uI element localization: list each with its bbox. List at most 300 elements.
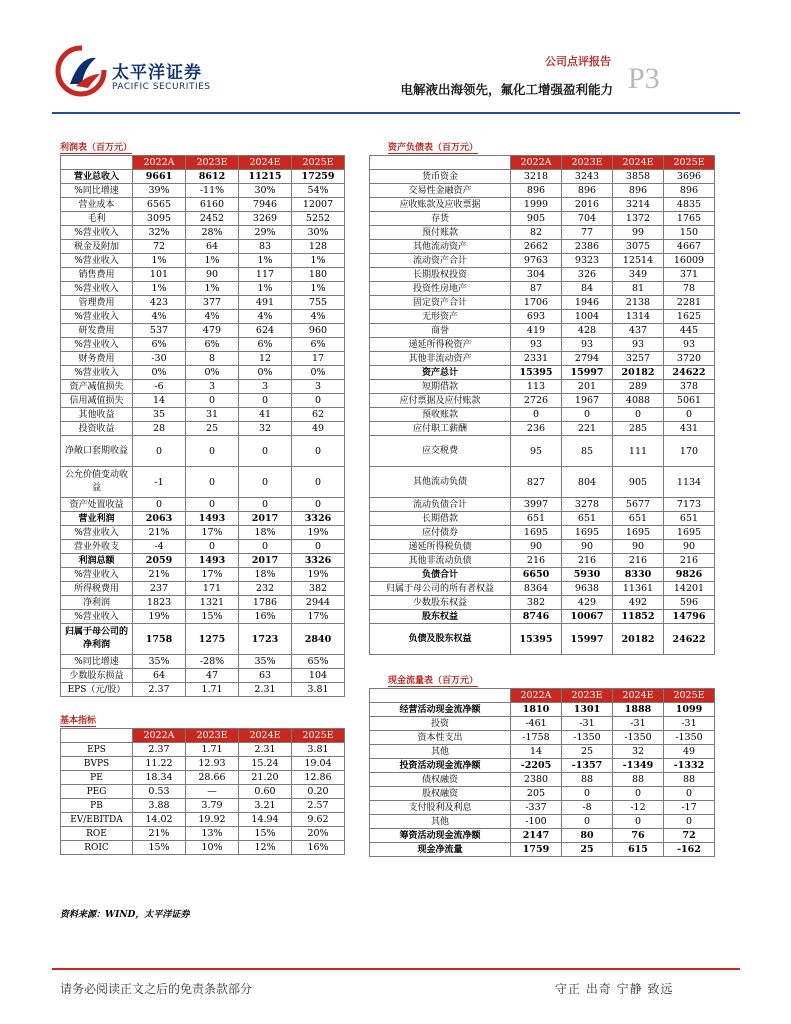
value-cell: -461	[511, 717, 562, 731]
value-cell: 12.86	[292, 771, 345, 785]
value-cell: 0	[292, 498, 345, 512]
value-cell: 896	[664, 184, 715, 198]
value-cell: 201	[562, 380, 613, 394]
row-label: 管理费用	[61, 296, 133, 310]
table-row	[370, 352, 715, 366]
value-cell: 1786	[239, 596, 292, 610]
table-row	[61, 526, 345, 540]
value-cell: 5930	[562, 568, 613, 582]
value-cell: 2.31	[239, 743, 292, 757]
basic-indicators-title: 基本指标	[60, 713, 96, 727]
value-cell: 41	[239, 408, 292, 422]
value-cell: 9.62	[292, 813, 345, 827]
year-header-cell: 2024E	[613, 156, 664, 170]
table-row	[370, 745, 715, 759]
table-row	[370, 254, 715, 268]
value-cell: 32%	[133, 226, 186, 240]
year-header-cell: 2023E	[562, 156, 613, 170]
value-cell: -11%	[186, 184, 239, 198]
table-row	[370, 268, 715, 282]
table-row	[61, 498, 345, 512]
row-label: %营业收入	[61, 310, 133, 324]
value-cell: -1350	[664, 731, 715, 745]
value-cell: 0.60	[239, 785, 292, 799]
value-cell: -337	[511, 801, 562, 815]
table-row	[61, 554, 345, 568]
company-motto: 守正 出奇 宁静 致远	[555, 982, 674, 996]
value-cell: 0	[186, 498, 239, 512]
table-row	[370, 198, 715, 212]
table-row	[61, 596, 345, 610]
value-cell: 5061	[664, 394, 715, 408]
value-cell: 0	[562, 815, 613, 829]
table-header-row	[370, 689, 715, 703]
row-label: 利润总额	[61, 554, 133, 568]
value-cell: 1%	[292, 254, 345, 268]
table-row	[370, 717, 715, 731]
value-cell: 21.20	[239, 771, 292, 785]
value-cell: 15%	[239, 827, 292, 841]
value-cell: 95	[511, 436, 562, 467]
table-row	[61, 170, 345, 184]
value-cell: 1%	[186, 254, 239, 268]
table-header-row	[370, 156, 715, 170]
value-cell: 6%	[186, 338, 239, 352]
value-cell: 1758	[133, 624, 186, 655]
value-cell: 2017	[239, 512, 292, 526]
value-cell: 0.53	[133, 785, 186, 799]
row-label: 商誉	[370, 324, 511, 338]
table-row	[370, 526, 715, 540]
row-label: %营业收入	[61, 226, 133, 240]
value-cell: 2059	[133, 554, 186, 568]
table-row	[370, 568, 715, 582]
value-cell: 82	[511, 226, 562, 240]
value-cell: 3218	[511, 170, 562, 184]
row-label: 其他非流动负债	[370, 554, 511, 568]
value-cell: 6%	[239, 338, 292, 352]
value-cell: 31	[186, 408, 239, 422]
value-cell: 9826	[664, 568, 715, 582]
value-cell: 3326	[292, 512, 345, 526]
value-cell: 0	[562, 787, 613, 801]
table-row	[61, 436, 345, 467]
value-cell: 615	[613, 843, 664, 857]
value-cell: 237	[133, 582, 186, 596]
value-cell: 54%	[292, 184, 345, 198]
header-blank-cell	[61, 156, 133, 170]
value-cell: 3.21	[239, 799, 292, 813]
value-cell: 437	[613, 324, 664, 338]
table-row	[61, 799, 345, 813]
row-label: 财务费用	[61, 352, 133, 366]
table-row	[370, 184, 715, 198]
row-label: 研发费用	[61, 324, 133, 338]
value-cell: -31	[664, 717, 715, 731]
page-header	[0, 0, 791, 120]
value-cell: 4835	[664, 198, 715, 212]
value-cell: 117	[239, 268, 292, 282]
row-label: 销售费用	[61, 268, 133, 282]
value-cell: 28%	[186, 226, 239, 240]
value-cell: 180	[292, 268, 345, 282]
table-row	[370, 554, 715, 568]
row-label: ROE	[61, 827, 133, 841]
value-cell: 4%	[186, 310, 239, 324]
table-row	[370, 338, 715, 352]
row-label: BVPS	[61, 757, 133, 771]
value-cell: 32	[613, 745, 664, 759]
row-label: %营业收入	[61, 254, 133, 268]
table-row	[61, 841, 345, 855]
value-cell: 11852	[613, 610, 664, 624]
value-cell: 431	[664, 422, 715, 436]
value-cell: 0	[239, 498, 292, 512]
value-cell: 492	[613, 596, 664, 610]
value-cell: 111	[613, 436, 664, 467]
value-cell: 1888	[613, 703, 664, 717]
value-cell: 101	[133, 268, 186, 282]
value-cell: 64	[186, 240, 239, 254]
value-cell: 0	[133, 498, 186, 512]
row-label: PE	[61, 771, 133, 785]
value-cell: 0	[239, 394, 292, 408]
value-cell: 18.34	[133, 771, 186, 785]
value-cell: 651	[613, 512, 664, 526]
value-cell: 72	[664, 829, 715, 843]
table-row	[370, 624, 715, 655]
value-cell: 896	[613, 184, 664, 198]
value-cell: 289	[613, 380, 664, 394]
value-cell: 64	[133, 669, 186, 683]
value-cell: 3269	[239, 212, 292, 226]
value-cell: 18%	[239, 568, 292, 582]
value-cell: 1493	[186, 554, 239, 568]
value-cell: 2380	[511, 773, 562, 787]
value-cell: 16009	[664, 254, 715, 268]
cash-flow-title: 现金流量表（百万元）	[388, 673, 478, 687]
value-cell: 90	[562, 540, 613, 554]
value-cell: 2662	[511, 240, 562, 254]
value-cell: 12007	[292, 198, 345, 212]
value-cell: 2063	[133, 512, 186, 526]
value-cell: 1759	[511, 843, 562, 857]
value-cell: -1350	[613, 731, 664, 745]
value-cell: 0	[292, 394, 345, 408]
value-cell: 2794	[562, 352, 613, 366]
table-row	[61, 184, 345, 198]
value-cell: 2452	[186, 212, 239, 226]
value-cell: 0	[562, 408, 613, 422]
value-cell: 0	[239, 467, 292, 498]
value-cell: 0%	[292, 366, 345, 380]
value-cell: 3	[292, 380, 345, 394]
table-row	[370, 773, 715, 787]
header-blank-cell	[61, 729, 133, 743]
value-cell: 30%	[292, 226, 345, 240]
row-label: %同比增速	[61, 655, 133, 669]
value-cell: 1695	[664, 526, 715, 540]
row-label: %营业收入	[61, 610, 133, 624]
value-cell: 0	[664, 815, 715, 829]
table-row	[61, 268, 345, 282]
value-cell: 9638	[562, 582, 613, 596]
table-row	[61, 568, 345, 582]
report-type: 公司点评报告	[545, 55, 611, 68]
table-row	[370, 498, 715, 512]
value-cell: 704	[562, 212, 613, 226]
value-cell: 1765	[664, 212, 715, 226]
value-cell: 16%	[292, 841, 345, 855]
table-row	[61, 582, 345, 596]
value-cell: 0	[613, 787, 664, 801]
value-cell: 429	[562, 596, 613, 610]
row-label: 营业外收支	[61, 540, 133, 554]
value-cell: 0	[292, 436, 345, 467]
row-label: %营业收入	[61, 526, 133, 540]
row-label: 应收账款及应收票据	[370, 198, 511, 212]
value-cell: 205	[511, 787, 562, 801]
value-cell: 8330	[613, 568, 664, 582]
value-cell: 30%	[239, 184, 292, 198]
row-label: 投资	[370, 717, 511, 731]
table-row	[370, 310, 715, 324]
table-row	[61, 771, 345, 785]
value-cell: 216	[562, 554, 613, 568]
row-label: 其他流动负债	[370, 467, 511, 498]
value-cell: 24622	[664, 366, 715, 380]
value-cell: 2.37	[133, 743, 186, 757]
value-cell: 216	[664, 554, 715, 568]
table-row	[61, 610, 345, 624]
table-row	[61, 512, 345, 526]
table-row	[61, 296, 345, 310]
row-label: 其他非流动资产	[370, 352, 511, 366]
row-label: 筹资活动现金流净额	[370, 829, 511, 843]
value-cell: 0	[186, 467, 239, 498]
table-row	[370, 759, 715, 773]
value-cell: 17%	[292, 610, 345, 624]
year-header-cell: 2023E	[186, 156, 239, 170]
footer-divider	[52, 968, 740, 970]
row-label: 经营活动现金流净额	[370, 703, 511, 717]
table-row	[370, 436, 715, 467]
row-label: 股东权益	[370, 610, 511, 624]
row-label: 交易性金融资产	[370, 184, 511, 198]
value-cell: 651	[664, 512, 715, 526]
value-cell: 18%	[239, 526, 292, 540]
value-cell: 19%	[292, 568, 345, 582]
value-cell: -2205	[511, 759, 562, 773]
value-cell: -31	[562, 717, 613, 731]
value-cell: 0	[613, 815, 664, 829]
value-cell: 87	[511, 282, 562, 296]
row-label: EV/EBITDA	[61, 813, 133, 827]
value-cell: 896	[562, 184, 613, 198]
value-cell: 3	[186, 380, 239, 394]
value-cell: -12	[613, 801, 664, 815]
value-cell: 1946	[562, 296, 613, 310]
value-cell: 8612	[186, 170, 239, 184]
row-label: 投资活动现金流净额	[370, 759, 511, 773]
row-label: ROIC	[61, 841, 133, 855]
value-cell: 2281	[664, 296, 715, 310]
value-cell: 651	[562, 512, 613, 526]
row-label: 负债及股东权益	[370, 624, 511, 655]
value-cell: 0%	[239, 366, 292, 380]
value-cell: 17%	[186, 526, 239, 540]
value-cell: -1357	[562, 759, 613, 773]
value-cell: 15997	[562, 366, 613, 380]
value-cell: 0	[133, 436, 186, 467]
value-cell: 236	[511, 422, 562, 436]
row-label: 应付债券	[370, 526, 511, 540]
row-label: 其他	[370, 745, 511, 759]
year-header-cell: 2024E	[239, 156, 292, 170]
row-label: 信用减值损失	[61, 394, 133, 408]
value-cell: 19%	[133, 610, 186, 624]
value-cell: 1099	[664, 703, 715, 717]
row-label: 其他流动资产	[370, 240, 511, 254]
header-blank-cell	[370, 689, 511, 703]
table-row	[370, 422, 715, 436]
row-label: 净利润	[61, 596, 133, 610]
year-header-cell: 2025E	[292, 156, 345, 170]
row-label: 存货	[370, 212, 511, 226]
value-cell: 2944	[292, 596, 345, 610]
value-cell: 49	[664, 745, 715, 759]
value-cell: 14796	[664, 610, 715, 624]
value-cell: 755	[292, 296, 345, 310]
value-cell: 85	[562, 436, 613, 467]
value-cell: 25	[562, 745, 613, 759]
value-cell: 93	[664, 338, 715, 352]
row-label: PB	[61, 799, 133, 813]
value-cell: 3095	[133, 212, 186, 226]
value-cell: 15%	[133, 841, 186, 855]
row-label: 投资收益	[61, 422, 133, 436]
row-label: 所得税费用	[61, 582, 133, 596]
value-cell: -8	[562, 801, 613, 815]
table-row	[61, 683, 345, 697]
table-row	[370, 815, 715, 829]
table-row	[61, 785, 345, 799]
row-label: 营业总收入	[61, 170, 133, 184]
row-label: 少数股东权益	[370, 596, 511, 610]
value-cell: 78	[664, 282, 715, 296]
value-cell: 4%	[292, 310, 345, 324]
value-cell: 14201	[664, 582, 715, 596]
value-cell: 326	[562, 268, 613, 282]
value-cell: 382	[511, 596, 562, 610]
value-cell: 1.71	[186, 683, 239, 697]
value-cell: 39%	[133, 184, 186, 198]
value-cell: 14.94	[239, 813, 292, 827]
value-cell: 20182	[613, 624, 664, 655]
value-cell: 49	[292, 422, 345, 436]
value-cell: 21%	[133, 568, 186, 582]
value-cell: 0	[186, 394, 239, 408]
value-cell: 81	[613, 282, 664, 296]
page-number: P3	[628, 62, 660, 95]
row-label: 短期借款	[370, 380, 511, 394]
value-cell: 24622	[664, 624, 715, 655]
row-label: 其他收益	[61, 408, 133, 422]
brand-name-en: PACIFIC SECURITIES	[112, 82, 211, 92]
value-cell: 72	[133, 240, 186, 254]
value-cell: 25	[186, 422, 239, 436]
value-cell: 3257	[613, 352, 664, 366]
value-cell: 0	[664, 408, 715, 422]
value-cell: 2840	[292, 624, 345, 655]
value-cell: 1723	[239, 624, 292, 655]
value-cell: 15395	[511, 366, 562, 380]
table-row	[370, 282, 715, 296]
value-cell: 62	[292, 408, 345, 422]
value-cell: 1999	[511, 198, 562, 212]
value-cell: 88	[664, 773, 715, 787]
value-cell: 77	[562, 226, 613, 240]
value-cell: 11361	[613, 582, 664, 596]
value-cell: 1372	[613, 212, 664, 226]
value-cell: -28%	[186, 655, 239, 669]
value-cell: 16%	[239, 610, 292, 624]
table-row	[61, 757, 345, 771]
value-cell: 6%	[133, 338, 186, 352]
row-label: 支付股利及利息	[370, 801, 511, 815]
value-cell: 90	[511, 540, 562, 554]
value-cell: 3.79	[186, 799, 239, 813]
row-label: 应交税费	[370, 436, 511, 467]
value-cell: 382	[292, 582, 345, 596]
table-row	[370, 324, 715, 338]
value-cell: 1967	[562, 394, 613, 408]
value-cell: -30	[133, 352, 186, 366]
value-cell: 17259	[292, 170, 345, 184]
value-cell: 4%	[239, 310, 292, 324]
value-cell: 28.66	[186, 771, 239, 785]
value-cell: 827	[511, 467, 562, 498]
year-header-cell: 2024E	[613, 689, 664, 703]
value-cell: 32	[239, 422, 292, 436]
value-cell: -1758	[511, 731, 562, 745]
value-cell: 2017	[239, 554, 292, 568]
value-cell: 2.37	[133, 683, 186, 697]
value-cell: 0	[186, 540, 239, 554]
value-cell: 1695	[613, 526, 664, 540]
value-cell: 537	[133, 324, 186, 338]
value-cell: 14.02	[133, 813, 186, 827]
value-cell: 285	[613, 422, 664, 436]
value-cell: 377	[186, 296, 239, 310]
value-cell: 1%	[133, 282, 186, 296]
value-cell: -1	[133, 467, 186, 498]
row-label: 投资性房地产	[370, 282, 511, 296]
year-header-cell: 2025E	[664, 689, 715, 703]
table-header-row	[61, 156, 345, 170]
value-cell: 20%	[292, 827, 345, 841]
table-row	[61, 282, 345, 296]
row-label: 资产减值损失	[61, 380, 133, 394]
value-cell: 170	[664, 436, 715, 467]
row-label: %同比增速	[61, 184, 133, 198]
value-cell: 1%	[133, 254, 186, 268]
year-header-cell: 2023E	[186, 729, 239, 743]
row-label: 净敞口套期收益	[61, 436, 133, 467]
header-divider	[52, 112, 740, 114]
year-header-cell: 2022A	[133, 729, 186, 743]
row-label: 预付账款	[370, 226, 511, 240]
